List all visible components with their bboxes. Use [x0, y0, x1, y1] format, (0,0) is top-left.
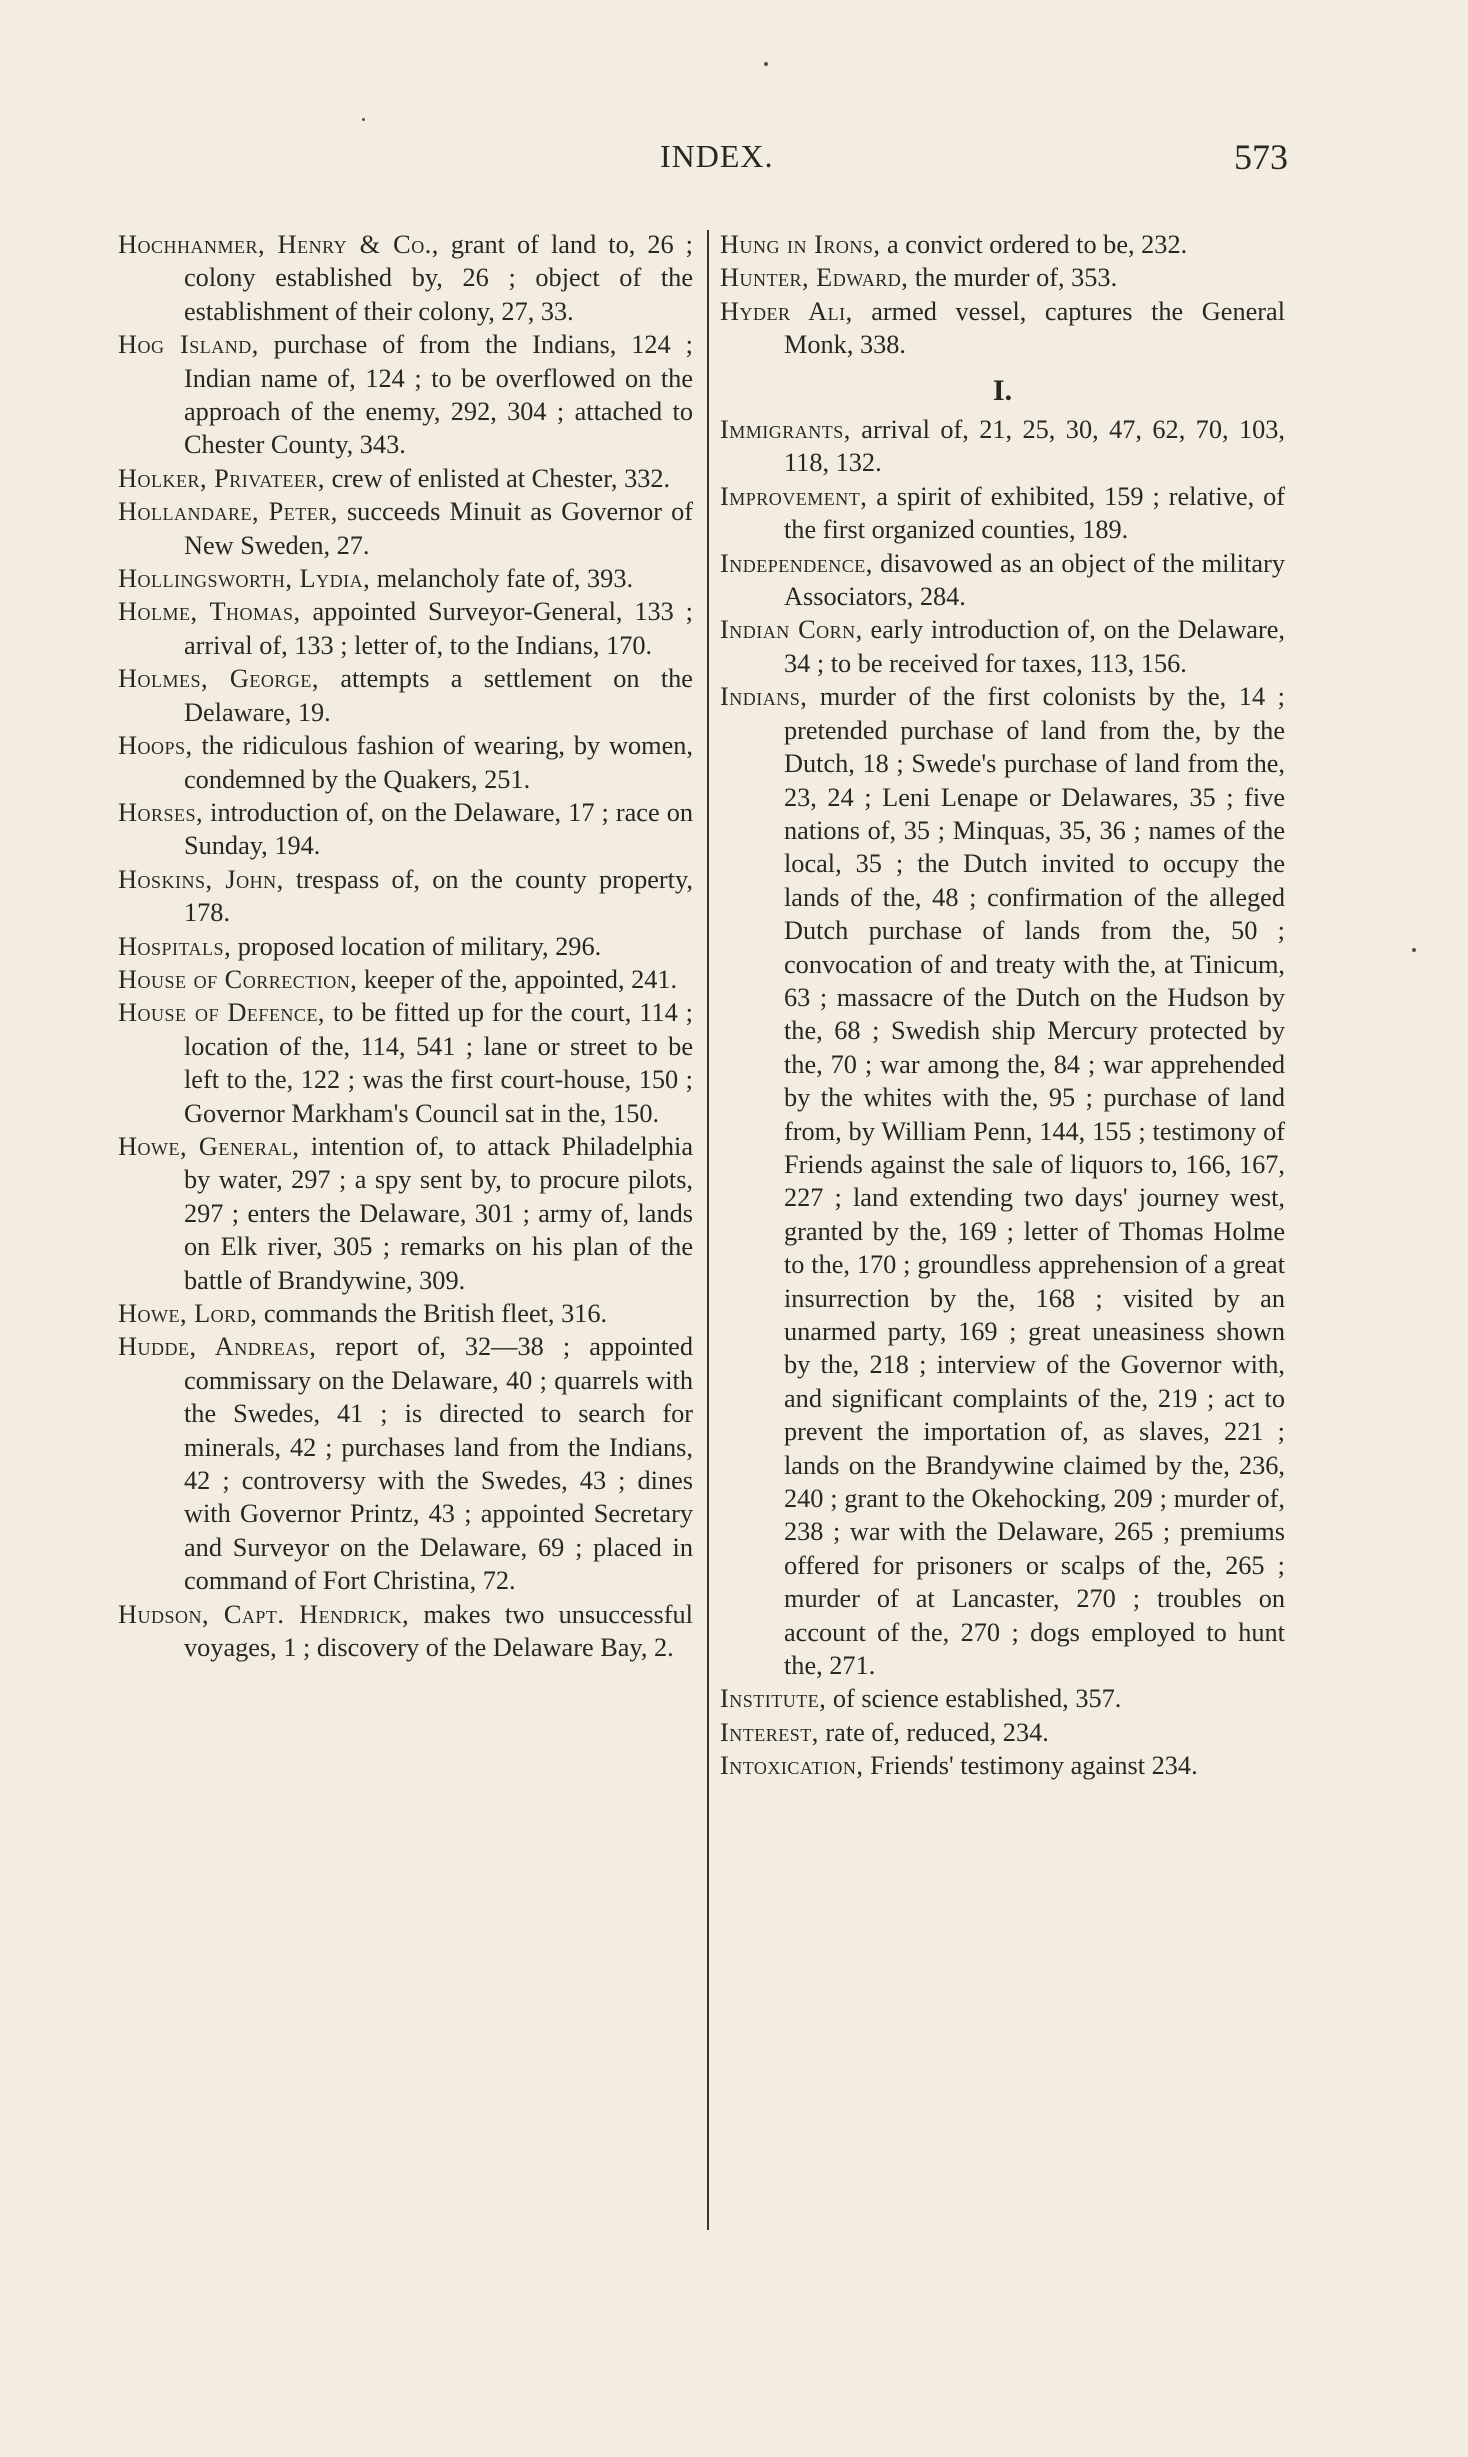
index-entry: Independence, disavowed as an object of the military Associators, 284.	[720, 548, 1285, 612]
index-entry: House of Correction, keeper of the, appointed, 241.	[118, 964, 678, 994]
index-entry: Howe, General, intention of, to attack Philadelphia by water, 297 ; a spy sent by, to procure pilots, 297 ; enters the Delaware, 301 ; army of, lands on Elk river, 305 ; remarks on his plan of the battle of Brandywine, 309.	[118, 1131, 693, 1295]
paper-speck	[1412, 948, 1416, 952]
index-entry: Holme, Thomas, appointed Surveyor-General, 133 ; arrival of, 133 ; letter of, to the Indians, 170.	[118, 597, 693, 660]
paper-speck	[764, 62, 768, 66]
index-entry: Hyder Ali, armed vessel, captures the General Monk, 338.	[720, 296, 1286, 360]
index-entry: Intoxication, Friends' testimony against 234.	[720, 1751, 1198, 1781]
left-column	[118, 228, 693, 1664]
section-letter-heading: I.	[992, 373, 1013, 407]
index-entry: Holker, Privateer, crew of enlisted at Chester, 332.	[118, 463, 671, 493]
index-entry: Holmes, George, attempts a settlement on the Delaware, 19.	[118, 664, 693, 727]
index-entry: House of Defence, to be fitted up for the court, 114 ; location of the, 114, 541 ; lane or street to be left to the, 122 ; was the first court-house, 150 ; Governor Markham's Council sat in the, 150.	[118, 998, 693, 1128]
index-entry: Hudde, Andreas, report of, 32—38 ; appointed commissary on the Delaware, 40 ; quarrels with the Swedes, 41 ; is directed to search for minerals, 42 ; purchases land from the Indians, 42 ; controversy with the Swedes, 43 ; dines with Governor Printz, 43 ; appointed Secretary and Surveyor on the Delaware, 69 ; placed in command of Fort Christina, 72.	[118, 1332, 693, 1596]
right-column	[720, 228, 1285, 1783]
index-entry: Institute, of science established, 357.	[720, 1684, 1122, 1714]
paper-speck	[362, 118, 365, 121]
index-entry: Immigrants, arrival of, 21, 25, 30, 47, 62, 70, 103, 118, 132.	[720, 415, 1285, 478]
page-header	[120, 138, 1288, 188]
index-entry: Horses, introduction of, on the Delaware, 17 ; race on Sunday, 194.	[118, 797, 693, 861]
index-entry: Hollingsworth, Lydia, melancholy fate of, 393.	[118, 564, 634, 594]
index-entry: Interest, rate of, reduced, 234.	[720, 1717, 1049, 1747]
index-entry: Hollandare, Peter, succeeds Minuit as Governor of New Sweden, 27.	[118, 497, 693, 560]
index-entry: Hospitals, proposed location of military, 296.	[118, 931, 602, 961]
index-entry: Hudson, Capt. Hendrick, makes two unsuccessful voyages, 1 ; discovery of the Delaware Bay, 2.	[118, 1599, 693, 1663]
index-entry: Hog Island, purchase of from the Indians, 124 ; Indian name of, 124 ; to be overflowed on the approach of the enemy, 292, 304 ; attached to Chester County, 343.	[118, 330, 693, 460]
index-entry: Indian Corn, early introduction of, on the Delaware, 34 ; to be received for taxes, 113, 156.	[720, 615, 1285, 678]
index-entry: Hung in Irons, a convict ordered to be, 232.	[720, 230, 1188, 259]
index-entry: Indians, murder of the first colonists by the, 14 ; pretended purchase of land from the, by the Dutch, 18 ; Swede's purchase of land from the, 23, 24 ; Leni Lenape or Delawares, 35 ; five nations of, 35 ; Minquas, 35, 36 ; names of the local, 35 ; the Dutch invited to occupy the lands of the, 48 ; confirmation of the alleged Dutch purchase of lands from the, 50 ; convocation of and treaty with the, at Tinicum, 63 ; massacre of the Dutch on the Hudson by the, 68 ; Swedish ship Mercury protected by the, 70 ; war among the, 84 ; war apprehended by the whites with the, 95 ; purchase of land from, by William Penn, 144, 155 ; testimony of Friends against the sale of liquors to, 166, 167, 227 ; land extending two days' journey west, granted by the, 169 ; letter of Thomas Holme to the, 170 ; groundless apprehension of a great insurrection by the, 168 ; visited by an unarmed party, 169 ; great uneasiness shown by the, 218 ; interview of the Governor with, and significant complaints of the, 219 ; act to prevent the importation of, as slaves, 221 ; lands on the Brandywine claimed by the, 236, 240 ; grant to the Okehocking, 209 ; murder of, 238 ; war with the Delaware, 265 ; premiums offered for prisoners or scalps of the, 265 ; murder of at Lancaster, 270 ; troubles on account of the, 270 ; dogs employed to hunt the, 271.	[720, 682, 1285, 1681]
page-title: INDEX.	[660, 138, 774, 174]
index-entry: Howe, Lord, commands the British fleet, 316.	[118, 1299, 608, 1328]
index-entry: Hunter, Edward, the murder of, 353.	[720, 263, 1118, 293]
index-entry: Hoskins, John, trespass of, on the county property, 178.	[118, 864, 693, 928]
column-divider	[707, 230, 709, 2230]
index-entry: Hoops, the ridiculous fashion of wearing, by women, condemned by the Quakers, 251.	[118, 731, 693, 794]
index-entry: Improvement, a spirit of exhibited, 159 ; relative, of the first organized counties, 189.	[720, 481, 1285, 545]
page-number: 573	[1234, 137, 1288, 177]
index-entry: Hochhanmer, Henry & Co., grant of land to, 26 ; colony established by, 26 ; object of the establishment of their colony, 27, 33.	[118, 230, 693, 326]
